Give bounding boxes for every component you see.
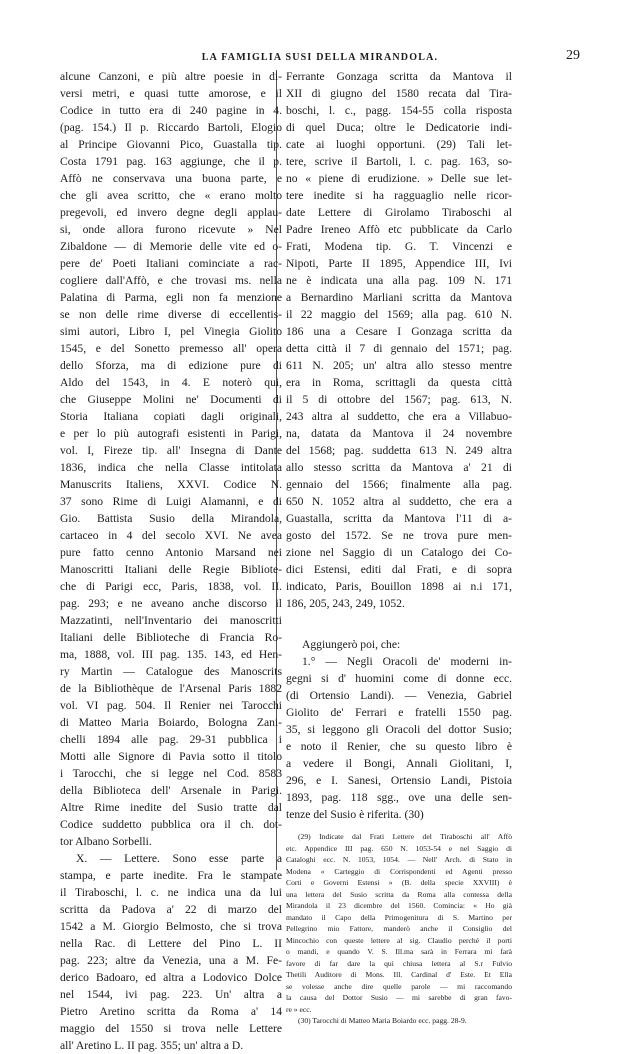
text-line: Aldo del 1543, in 4. E noterò qui, (60, 376, 282, 389)
text-line: Manuscrits Italiens, XXVI. Codice N. (60, 478, 282, 491)
text-line: nella Rac. di Lettere del Pino L. II (60, 937, 282, 950)
text-line: gegni si d' huomini come di donne ecc. (286, 672, 512, 685)
text-line: chelli 1894 alle pag. 29-31 pubblica i (60, 733, 282, 746)
text-line: tere inedite si ha ragguaglio nelle ricor- (286, 189, 512, 202)
text-line: Giolito de' Ferrari e fratelli 1550 pag. (286, 706, 512, 719)
text-line: tor Albano Sorbelli. (60, 835, 152, 848)
text-line: dici Estensi, editi dal Frati, e di sopra (286, 563, 512, 576)
footnote-gap (286, 823, 512, 831)
text-line: Padre Ireneo Affò etc pubblicate da Carlo (286, 223, 512, 236)
footnote-line: mandato il Capo della Primogenitura di S. Martino per (286, 912, 512, 922)
text-line: il Tiraboschi, l. c. ne indica una da lui (60, 886, 282, 899)
right-column-main-text (286, 68, 512, 612)
text-line: 35, si leggono gli Oracoli del dottor Susio; (286, 723, 512, 736)
text-line: pag. 293; e ne aveano anche discorso il (60, 597, 282, 610)
text-line: Affò ne conservava una buona parte, e (60, 172, 282, 185)
text-line: Italiani delle Biblioteche di Francia Ro- (60, 631, 282, 644)
text-line: pere de' Poeti Italiani cominciate a rac- (60, 257, 282, 270)
text-line: allo stesso scritta da Mantova a' 21 di (286, 461, 512, 474)
text-line: Mazzatinti, nell'Inventario dei manoscritti (60, 614, 282, 627)
text-line: ry Martin — Catalogue des Manoscrits (60, 665, 282, 678)
text-line: se non delle rime diverse di eccellentis- (60, 308, 282, 321)
text-line: si, onde allora furono ricevute » Nel (60, 223, 282, 236)
text-line: 37 sono Rime di Luigi Alamanni, e di (60, 495, 282, 508)
text-line: 296, e I. Sanesi, Ortensio Landi, Pistoia (286, 774, 512, 787)
text-line: del 1568; pag. suddetta 613 N. 249 altra (286, 444, 512, 457)
text-line: (pag. 154.) Il p. Riccardo Bartoli, Elogio (60, 121, 282, 134)
footnote-line: o mandi, e quando V. S. Ill.ma sarà in Ferrara mi farà (286, 947, 512, 956)
text-line: Motti alle Signore di Pavia sotto il titolo (60, 750, 282, 763)
text-line: e noto il Renier, che su questo libro è (286, 740, 512, 753)
footnote-line: Corti e Governi Estensi » (B. della specie XXVIII) è (286, 878, 512, 887)
text-line: cartaceo in 4 del secolo XVI. Ne avea (60, 529, 282, 542)
text-line: date Lettere di Girolamo Tiraboschi al (286, 206, 512, 219)
text-line: Storia Italiana copiati dagli originali, (60, 410, 282, 423)
text-line: il 22 maggio del 1569; alla pag. 610 N. (286, 308, 512, 321)
text-line: tere, scrive il Bartoli, l. c. pag. 163, so- (286, 155, 512, 168)
text-line: dello Sforza, ma di edizione pure di (60, 359, 282, 372)
footnote-line: Modena « Carteggio di Corrispondenti ed Agenti presso (286, 866, 512, 876)
text-line: gosto del 1572. Se ne trova pure men- (286, 529, 512, 542)
text-line: pregevoli, ed invero degne degli applau- (60, 206, 282, 219)
text-line: XII di giugno del 1580 recata dal Tira- (286, 87, 512, 100)
text-line: Palatina di Parma, egli non fa menzione (60, 291, 282, 304)
text-line: Manoscritti Italiani delle Regie Bibliote- (60, 563, 282, 576)
text-line: il 5 di ottobre del 1567; pag. 613, N. (286, 393, 512, 406)
text-line: cogliere dall'Affò, e che trovasi ms. nella (60, 274, 282, 287)
text-line: all' Aretino L. II pag. 355; un' altra a D. (60, 1039, 244, 1052)
text-line: gennaio del 1566; finalmente alla pag. (286, 478, 512, 491)
footnote-line: se volesse anche dire quelle parole — mi raccomando (286, 981, 512, 991)
footnote-line: Cataloghi ecc. N. 1053, 1054. — Nell' Arch. di Stato in (286, 855, 512, 864)
text-line: ma, 1888, vol. III pag. 135. 143, ed Hen- (60, 648, 282, 661)
text-line: scritta da Padova a' 22 di marzo del (60, 903, 282, 916)
text-line: 186, 205, 243, 249, 1052. (286, 597, 405, 610)
text-line: 1836, indica che nella Classe intitolata (60, 461, 282, 474)
page-header (60, 48, 580, 68)
text-line: di quel Duca; oltre le Dedicatorie indi- (286, 121, 512, 134)
text-line: 1545, e del Sonetto premesso all' opera (60, 342, 282, 355)
text-line: era in Roma, scrittagli da questa città (286, 376, 512, 389)
text-line: che di Parigi ecc, Paris, 1838, vol. II. (60, 580, 282, 593)
text-line: simi autori, Libro I, pel Vinegia Giolito (60, 325, 282, 338)
text-line: na, datata da Mantova il 24 novembre (286, 427, 512, 440)
text-line: Pietro Aretino scritta da Roma a' 14 (60, 1005, 282, 1018)
running-title: LA FAMIGLIA SUSI DELLA MIRANDOLA. (201, 52, 439, 63)
left-column (60, 68, 282, 1054)
footnote-line: (29) Indicate dal Frati Lettere del Tiraboschi all' Affò (298, 832, 512, 841)
text-line: cate ai luoghi opportuni. (29) Tali let- (286, 138, 512, 151)
text-line: a vedere il Bongi, Annali Giolitani, I, (286, 757, 512, 770)
right-column (286, 68, 512, 1027)
text-line: no « piene di erudizione. » Delle sue let- (286, 172, 512, 185)
footnote-line: Pellegrino mio Fattore, manderò anche il Consiglio del (286, 924, 512, 933)
text-line: Altre Rime inedite del Susio tratte dal (60, 801, 282, 814)
text-line: Ferrante Gonzaga scritta da Mantova il (286, 70, 512, 83)
footnote-line: (30) Tarocchi di Matteo Maria Boiardo ecc. pagg. 28-9. (298, 1016, 467, 1025)
text-line: vol. I, Fireze tip. all' Insegna di Dante (60, 444, 282, 457)
text-line: ne è indicata una alla pag. 109 N. 171 (286, 274, 512, 287)
text-line: Costa 1791 pag. 163 aggiunge, che il p. (60, 155, 282, 168)
text-line: vol. VI pag. 504. Il Renier nei Tarocchi (60, 699, 282, 712)
footnote-line: Mincochio con queste lettere al sig. Claudio perché il porti (286, 935, 512, 945)
text-line: boschi, l. c., pagg. 154-55 colla risposta (286, 104, 512, 117)
text-line: 1542 a M. Giorgio Belmosto, che si trova (60, 920, 282, 933)
text-line: stampa, e parte inedite. Fra le stampate (60, 869, 282, 882)
text-line: 611 N. 205; un' altra allo stesso mentre (286, 359, 512, 372)
text-line: alcune Canzoni, e più altre poesie in di- (60, 70, 282, 83)
text-line: di Matteo Maria Boiardo, Bologna Zani- (60, 716, 282, 729)
text-line: al Principe Giovanni Pico, Guastalla tip. (60, 138, 282, 151)
text-line: Guastalla, scritta da Mantova l'11 di a- (286, 512, 512, 525)
text-line: che gli avea scritto, che « erano molto (60, 189, 282, 202)
text-line: 650 N. 1052 altra al suddetto, che era a (286, 495, 512, 508)
text-line: Aggiungerò poi, che: (302, 638, 401, 651)
text-line: Codice in tutto era di 240 pagine in 4. (60, 104, 282, 117)
text-line: Nipoti, Parte II 1895, Appendice III, Ivi (286, 257, 512, 270)
text-line: pure fatto cenno Antonio Marsand nei (60, 546, 282, 559)
text-line: derico Badoaro, ed altra a Lodovico Dolce (60, 971, 282, 984)
text-line: della Biblioteca dell' Arsenale in Parigi. (60, 784, 282, 797)
page-number: 29 (566, 48, 580, 63)
footnote-line: la causa del Dottor Susio — mi sarebbe di gran favo- (286, 993, 512, 1002)
section-gap (286, 612, 512, 636)
footnote-line: re » ecc. (286, 1004, 312, 1014)
text-line: de la Bibliothèque de l'Arsenal Paris 1882 (60, 682, 282, 695)
text-line: Zibaldone — di Memorie delle vite ed o- (60, 240, 282, 253)
text-line: detta città il 7 di gennaio del 1571; pag. (286, 342, 512, 355)
text-line: a Bernardino Marliani scritta da Mantova (286, 291, 512, 304)
footnote-line: etc. Appendice III pag. 650 N. 1053-54 e nel Saggio di (286, 843, 512, 853)
text-line: 1.° — Negli Oracoli de' moderni in- (302, 655, 512, 668)
text-line: indicato, Paris, Bouillon 1898 ai n.i 171, (286, 580, 512, 593)
text-line: X. — Lettere. Sono esse parte a (76, 852, 282, 865)
footnote-line: una lettera del Susio scritta da Roma alla contessa della (286, 889, 512, 899)
text-line: e per lo più autografi esistenti in Parigi, (60, 427, 282, 440)
text-line: 243 altra al suddetto, che era a Villabuo- (286, 410, 512, 423)
text-line: 1893, pag. 118 sgg., ove una delle sen- (286, 791, 512, 804)
footnotes (286, 831, 512, 1027)
text-line: (di Ortensio Landi). — Venezia, Gabriel (286, 689, 512, 702)
text-line: Codice suddetto pubblica ora il ch. dot- (60, 818, 282, 831)
text-line: Frati, Modena tip. G. T. Vincenzi e (286, 240, 512, 253)
footnote-line: Mirandola il 23 dicembre del 1560. Comincia: « Ho già (286, 901, 512, 910)
text-line: tenze del Susio è riferita. (30) (286, 808, 424, 821)
text-line: Gio. Battista Susio della Mirandola, (60, 512, 282, 525)
text-line: versi metri, e quasi tutte amorose, e il (60, 87, 282, 100)
text-line: pag. 223; altre da Venezia, una a M. Fe- (60, 954, 282, 967)
right-column-addition (286, 636, 512, 823)
text-line: 186 una a Cesare I Gonzaga scritta da (286, 325, 512, 338)
text-line: i Tarocchi, che si legge nel Cod. 8583 (60, 767, 282, 780)
text-line: maggio del 1550 si trova nelle Lettere (60, 1022, 282, 1035)
text-line: nel 1544, ivi pag. 223. Un' altra a (60, 988, 282, 1001)
footnote-line: Thetili Auditore di Mons. Ill. Cardinal d' Este. Et Ella (286, 970, 512, 979)
text-line: che Giuseppe Molini ne' Documenti di (60, 393, 282, 406)
footnote-line: favore di far dare la qui chiusa lettera al S.r Fulvio (286, 958, 512, 968)
text-line: zione nel Saggio di un Catalogo dei Co- (286, 546, 512, 559)
